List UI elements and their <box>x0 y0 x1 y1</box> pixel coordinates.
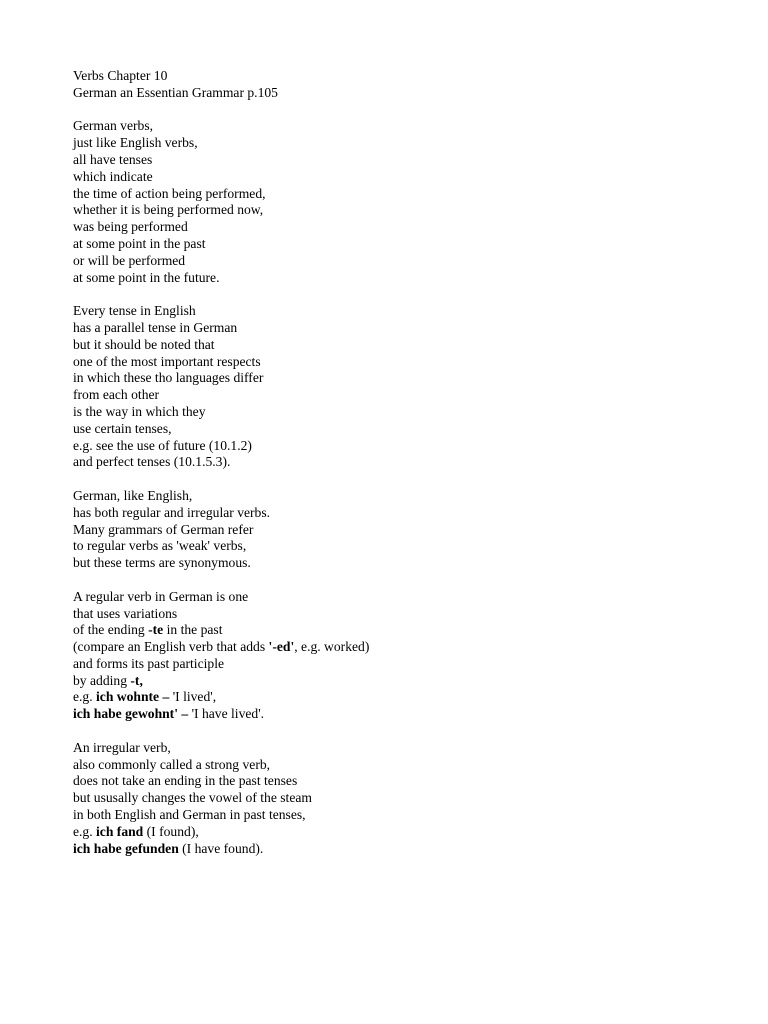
text-line: use certain tenses, <box>73 420 172 436</box>
text-line <box>73 824 733 841</box>
text-line <box>73 790 733 807</box>
text-line: one of the most important respects <box>73 353 261 369</box>
paragraph <box>73 589 733 723</box>
text-line <box>73 606 733 623</box>
bold-term: ich fand <box>96 823 144 839</box>
bold-term: '-ed' <box>268 639 295 655</box>
text-segment: (compare an English verb that adds <box>73 639 269 655</box>
text-line: from each other <box>73 387 160 403</box>
document-body <box>73 118 733 857</box>
text-segment: An irregular verb, <box>73 739 171 755</box>
text-line: just like English verbs, <box>73 135 198 151</box>
document-source: German an Essentian Grammar p.105 <box>73 84 278 100</box>
text-line: to regular verbs as 'weak' verbs, <box>73 538 247 554</box>
text-line: at some point in the past <box>73 235 206 251</box>
text-line <box>73 740 733 757</box>
text-line <box>73 656 733 673</box>
text-line <box>73 757 733 774</box>
text-segment: and forms its past participle <box>73 655 225 671</box>
text-line: was being performed <box>73 219 188 235</box>
document-title: Verbs Chapter 10 <box>73 68 168 83</box>
text-line <box>73 622 733 639</box>
text-segment: that uses variations <box>73 605 178 621</box>
text-segment: e.g. <box>73 823 97 839</box>
text-line: which indicate <box>73 168 153 184</box>
document-header <box>73 68 733 102</box>
text-line: has a parallel tense in German <box>73 319 238 335</box>
text-segment: also commonly called a strong verb, <box>73 756 271 772</box>
text-segment: , e.g. worked) <box>294 639 370 655</box>
text-segment: does not take an ending in the past tenses <box>73 773 298 789</box>
text-line <box>73 841 733 858</box>
text-line: at some point in the future. <box>73 269 220 285</box>
text-line: but these terms are synonymous. <box>73 555 251 571</box>
bold-term: -t, <box>130 672 143 688</box>
text-segment: A regular verb in German is one <box>73 588 249 604</box>
text-segment: in both English and German in past tenses, <box>73 807 306 823</box>
text-segment: in the past <box>163 622 223 638</box>
text-line: has both regular and irregular verbs. <box>73 504 271 520</box>
text-line: German verbs, <box>73 118 154 134</box>
text-line: or will be performed <box>73 252 186 268</box>
bold-term: -te <box>148 622 164 638</box>
text-line: Many grammars of German refer <box>73 521 254 537</box>
text-segment: but ususally changes the vowel of the steam <box>73 790 312 806</box>
text-line: Every tense in English <box>73 303 196 319</box>
text-line: e.g. see the use of future (10.1.2) <box>73 437 252 453</box>
text-line: in which these tho languages differ <box>73 370 264 386</box>
document-page <box>73 68 733 874</box>
text-segment: (I have found). <box>178 840 264 856</box>
text-line <box>73 773 733 790</box>
text-line: is the way in which they <box>73 403 206 419</box>
text-line: but it should be noted that <box>73 336 215 352</box>
text-line: German, like English, <box>73 487 193 503</box>
text-segment: of the ending <box>73 622 149 638</box>
paragraph <box>73 740 733 858</box>
text-line: whether it is being performed now, <box>73 202 264 218</box>
text-line <box>73 807 733 824</box>
text-line: all have tenses <box>73 151 153 167</box>
text-line: the time of action being performed, <box>73 185 266 201</box>
text-segment: e.g. <box>73 689 97 705</box>
text-line <box>73 639 733 656</box>
text-line <box>73 673 733 690</box>
paragraph <box>73 303 733 471</box>
text-segment: (I found), <box>143 823 199 839</box>
text-segment: by adding <box>73 672 131 688</box>
text-line <box>73 589 733 606</box>
text-line <box>73 706 733 723</box>
text-segment: 'I lived', <box>169 689 217 705</box>
paragraph <box>73 488 733 572</box>
text-line: and perfect tenses (10.1.5.3). <box>73 454 231 470</box>
bold-term: ich habe gefunden <box>73 840 179 856</box>
text-segment: 'I have lived'. <box>188 706 265 722</box>
bold-term: ich habe gewohnt' – <box>73 706 189 722</box>
text-line <box>73 689 733 706</box>
bold-term: ich wohnte – <box>96 689 170 705</box>
paragraph <box>73 118 733 286</box>
